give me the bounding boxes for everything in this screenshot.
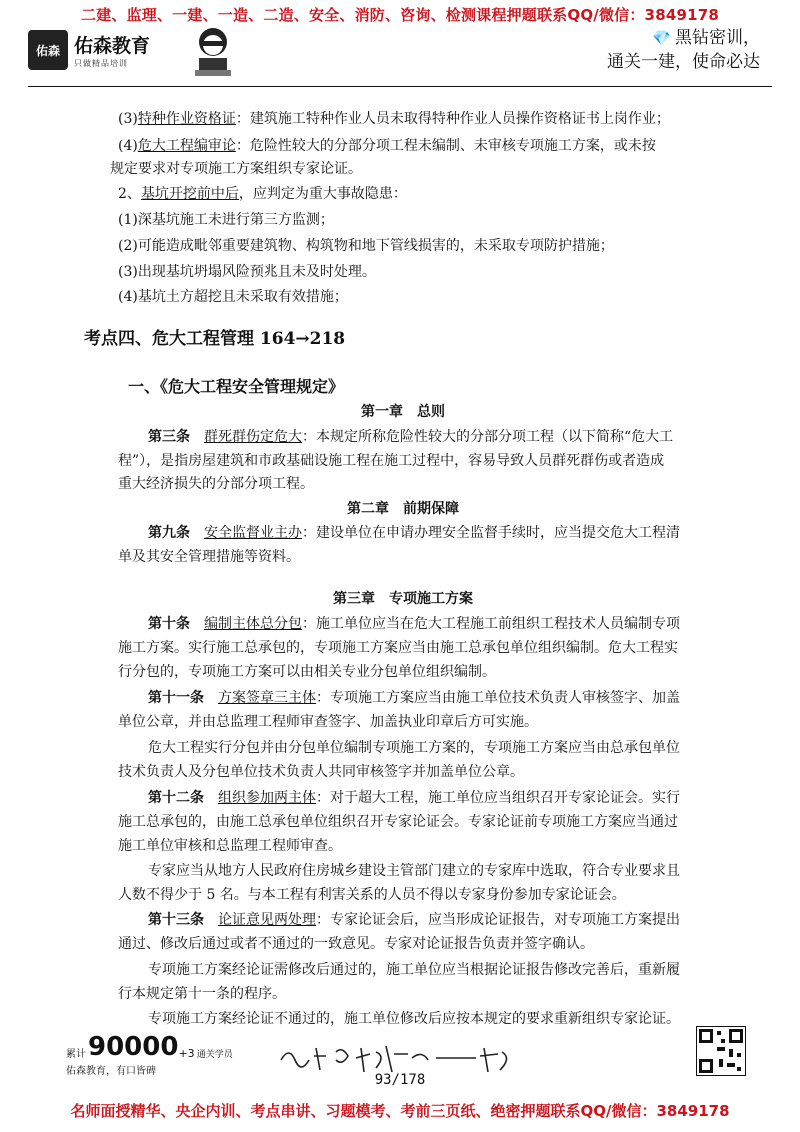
page-number: 93/178 <box>374 1072 426 1088</box>
stat-superscript: +3 <box>178 1047 195 1060</box>
text-line: 技术负责人及分包单位技术负责人共同审核签字并加盖单位公章。 <box>118 764 524 780</box>
list-item: (2)可能造成毗邻重要建筑物、构筑物和地下管线损害的，未采取专项防护措施； <box>118 238 614 254</box>
stat-prefix: 累计 <box>66 1049 86 1060</box>
text-line: 规定要求对专项施工方案组织专家论证。 <box>110 161 362 177</box>
slogan-line-1: 黑钻密训， <box>675 28 760 48</box>
text-line: 程”），是指房屋建筑和市政基础设施工程在施工过程中，容易导致人员群死群伤或者造成 <box>118 453 665 469</box>
list-item: (1)深基坑施工未进行第三方监测； <box>118 212 334 228</box>
page-footer <box>0 1020 800 1132</box>
key-term: 论证意见两处理 <box>218 912 316 928</box>
logo-name: 佑森教育 <box>74 35 151 57</box>
footer-brand <box>66 1034 233 1077</box>
key-term: 危大工程编审论 <box>137 138 236 154</box>
qr-code-icon <box>696 1026 746 1076</box>
list-item: (3)出现基坑坍塌风险预兆且未及时处理。 <box>118 264 376 280</box>
list-item: (4)基坑土方超挖且未采取有效措施； <box>118 289 348 305</box>
diamond-icon: 💎 <box>652 29 671 47</box>
text-line: 单位公章，并由总监理工程师审查签字、加盖执业印章后方可实施。 <box>118 714 538 730</box>
article-line: 第十二条 组织参加两主体：对于超大工程，施工单位应当组织召开专家论证会。实行 <box>148 790 680 806</box>
article-line: 第十三条 论证意见两处理：专家论证会后，应当形成论证报告，对专项施工方案提出 <box>148 912 680 928</box>
subsection-heading: 一、《危大工程安全管理规定》 <box>128 377 345 396</box>
list-item: (4)危大工程编审论：危险性较大的分部分项工程未编制、未审核专项施工方案，或未按 <box>118 138 656 154</box>
text-line: 行本规定第十一条的程序。 <box>118 986 286 1002</box>
text-line: 人数不得少于 5 名。与本工程有利害关系的人员不得以专家身份参加专家论证会。 <box>118 887 626 903</box>
chapter-title: 第三章 专项施工方案 <box>333 591 473 607</box>
text-line: 危大工程实行分包并由分包单位编制专项施工方案的，专项施工方案应当由总承包单位 <box>148 740 680 756</box>
brand-logo <box>28 28 178 72</box>
text-line: 通过、修改后通过或者不通过的一致意见。专家对论证报告负责并签字确认。 <box>118 936 594 952</box>
text-line: 专项施工方案经论证需修改后通过的，施工单位应当根据论证报告修改完善后，重新履 <box>148 962 680 978</box>
key-term: 特种作业资格证 <box>137 111 236 127</box>
list-item: (3)特种作业资格证：建筑施工特种作业人员未取得特种作业人员操作资格证书上岗作业； <box>118 111 670 127</box>
key-term: 基坑开挖前中后 <box>140 186 239 202</box>
page-header <box>0 24 800 86</box>
text-line: 施工单位审核和总监理工程师审查。 <box>118 838 342 854</box>
key-term: 组织参加两主体 <box>218 790 316 806</box>
text-line: 专家应当从地方人民政府住房城乡建设主管部门建立的专家库中选取，符合专业要求且 <box>148 863 680 879</box>
section-heading: 考点四、危大工程管理 164→218 <box>84 329 346 349</box>
text-line: 行分包的，专项施工方案可以由相关专业分包单位组织编制。 <box>118 664 496 680</box>
stat-suffix: 通关学员 <box>196 1050 233 1060</box>
text-line: 单及其安全管理措施等资料。 <box>118 549 300 565</box>
chapter-title: 第一章 总则 <box>361 404 445 420</box>
article-line: 第十条 编制主体总分包：施工单位应当在危大工程施工前组织工程技术人员编制专项 <box>148 616 680 632</box>
slogan <box>607 26 760 74</box>
text-line: 重大经济损失的分部分项工程。 <box>118 476 314 492</box>
header-divider <box>28 86 772 87</box>
article-line: 第十一条 方案签章三主体：专项施工方案应当由施工单位技术负责人审核签字、加盖 <box>148 690 680 706</box>
logo-seal: 佑森 <box>28 30 68 70</box>
key-term: 群死群伤定危大 <box>204 429 302 445</box>
text-line: 专项施工方案经论证不通过的，施工单位修改后应按本规定的要求重新组织专家论证。 <box>148 1011 680 1027</box>
bottom-contact-banner: 名师面授精华、央企内训、考点串讲、习题模考、考前三页纸、绝密押题联系QQ/微信：3849178 <box>70 1102 730 1120</box>
top-contact-banner: 二建、监理、一建、一造、二造、安全、消防、咨询、检测课程押题联系QQ/微信：3849178 <box>80 6 720 24</box>
key-term: 安全监督业主办 <box>204 525 302 541</box>
article-line: 第三条 群死群伤定危大：本规定所称危险性较大的分部分项工程（以下简称“危大工 <box>148 429 674 445</box>
key-term: 方案签章三主体 <box>218 690 316 706</box>
list-item: 2、基坑开挖前中后，应判定为重大事故隐患： <box>118 186 407 202</box>
article-line: 第九条 安全监督业主办：建设单位在申请办理安全监督手续时，应当提交危大工程清 <box>148 525 680 541</box>
chapter-title: 第二章 前期保障 <box>347 501 459 517</box>
text-line: 施工方案。实行施工总承包的，专项施工方案应当由施工总承包单位组织编制。危大工程实 <box>118 640 678 656</box>
mascot-icon <box>185 24 241 80</box>
footer-company: 佑森教育，有口皆碑 <box>66 1066 156 1077</box>
logo-subtitle: 只做精品培训 <box>74 59 128 68</box>
text-line: 施工总承包的，由施工总承包单位组织召开专家论证会。专家论证前专项施工方案应当通过 <box>118 814 678 830</box>
stat-number: 90000 <box>88 1032 179 1062</box>
key-term: 编制主体总分包 <box>204 616 302 632</box>
slogan-line-2: 通关一建，使命必达 <box>607 52 760 72</box>
